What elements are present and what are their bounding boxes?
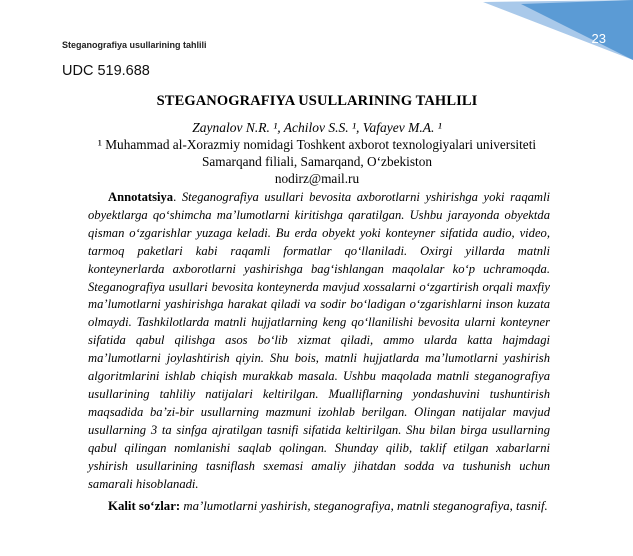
running-header: Steganografiya usullarining tahlili <box>62 40 207 50</box>
abstract-label: Annotatsiya <box>108 190 174 204</box>
authors-line: Zaynalov N.R. ¹, Achilov S.S. ¹, Vafayev M.A. ¹ <box>192 120 442 135</box>
keywords-text: ma’lumotlarni yashirish, steganografiya, matnli steganografiya, tasnif. <box>183 499 548 513</box>
corner-decoration <box>483 0 633 60</box>
author-email: nodirz@mail.ru <box>274 171 360 186</box>
udc-code: UDC 519.688 <box>62 63 150 79</box>
affiliation <box>62 136 572 170</box>
paper-title: STEGANOGRAFIYA USULLARINING TAHLILI <box>156 93 478 109</box>
abstract: Annotatsiya. Steganografiya usullari bevosita axborotlarni yshirishga yoki raqamli obyektlarga qo‘shimcha ma’lumotlarni kiritishga qaratilgan. Ushbu jarayonda obyektda qisman o‘zgarishlar yuzaga keladi. Bu erda obyekt yoki konteyner sifatida audio, video, tarmoq paketlari kabi raqamli formatlar qo‘llaniladi. Oxirgi yillarda matnli konteynerlarda axborotlarni yashirishga bag‘ishlangan maqolalar ko‘p uchramoqda. Steganografiya usullari bevosita konteynerda mavjud xossalarni o‘zgartirish orqali maxfiy ma’lumotlarni yashirishga harakat qiladi va sodir bo‘ladigan o‘zgarishlarni inson kuzata olmaydi. Tashkilotlarda matnli hujjatlarning keng qo‘llanilishi bevosita ularni konteyner sifatida qabul qilishga asos bo‘lib xizmat qiladi, ammo ularda katta hajmdagi ma’lumotlarni joylashtirish qiyin. Shu bois, matnli hujjatlarda ma’lumotlarni yashirish algoritmlarini ishlab chiqish murakkab masala. Ushbu maqolada matnli steganografiya usullarining tahliliy natijalari keltirilgan. Mualliflarning yondashuvini tushuntirish maqsadida ba’zi-bir usullarning mazmuni izohlab berilgan. Olingan natijalar mavjud usullarning 3 ta sinfga ajratilgan tasnifi sifatida keltirilgan. Shu bilan birga usullarning qabul qilingan nomlanishi saqlab qolingan. Shunday qilib, taklif etilgan xabarlarni yshirish usullarining tasniflash sxemasi amaliy jihatdan sodda va tushunish uchun samarali hisoblanadi. <box>88 190 551 491</box>
page-number: 23 <box>591 31 606 46</box>
keywords-label: Kalit so‘zlar: <box>108 499 181 513</box>
affiliation-line-2: Samarqand filiali, Samarqand, O‘zbekiston <box>201 154 433 169</box>
abstract-text: Steganografiya usullari bevosita axborotlarni yshirishga yoki raqamli obyektlarga qo‘shimcha ma’lumotlarni kiritishga qaratilgan. Ushbu jarayonda obyektda qisman o‘zgarishlar yuzaga keladi. Bu erda obyekt yoki konteyner sifatida audio, video, tarmoq paketlari kabi raqamli formatlar qo‘llaniladi. Oxirgi yillarda matnli konteynerlarda axborotlarni yashirishga bag‘ishlangan maqolalar ko‘p uchramoqda. Steganografiya usullari bevosita konteynerda mavjud xossalarni o‘zgartirish orqali maxfiy ma’lumotlarni yashirishga harakat qiladi va sodir bo‘ladigan o‘zgarishlarni inson kuzata olmaydi. Tashkilotlarda matnli hujjatlarning keng qo‘llanilishi bevosita ularni konteyner sifatida qabul qilishga asos bo‘lib xizmat qiladi, ammo ularda katta hajmdagi ma’lumotlarni joylashtirish qiyin. Shu bois, matnli hujjatlarda ma’lumotlarni yashirish algoritmlarini ishlab chiqish murakkab masala. Ushbu maqolada matnli steganografiya usullarining tahliliy natijalari keltirilgan. Mualliflarning yondashuvini tushuntirish maqsadida ba’zi-bir usullarning mazmuni izohlab berilgan. Olingan natijalar mavjud usullarning 3 ta sinfga ajratilgan tasnifi sifatida keltirilgan. Shu bilan birga usullarning qabul qilingan nomlanishi saqlab qolingan. Shunday qilib, taklif etilgan xabarlarni yshirish usullarining tasniflash sxemasi amaliy jihatdan sodda va tushunish uchun samarali hisoblanadi. <box>88 190 551 491</box>
keywords <box>88 497 550 515</box>
affiliation-line-1: ¹ Muhammad al-Xorazmiy nomidagi Toshkent axborot texnologiyalari universiteti <box>97 137 537 152</box>
